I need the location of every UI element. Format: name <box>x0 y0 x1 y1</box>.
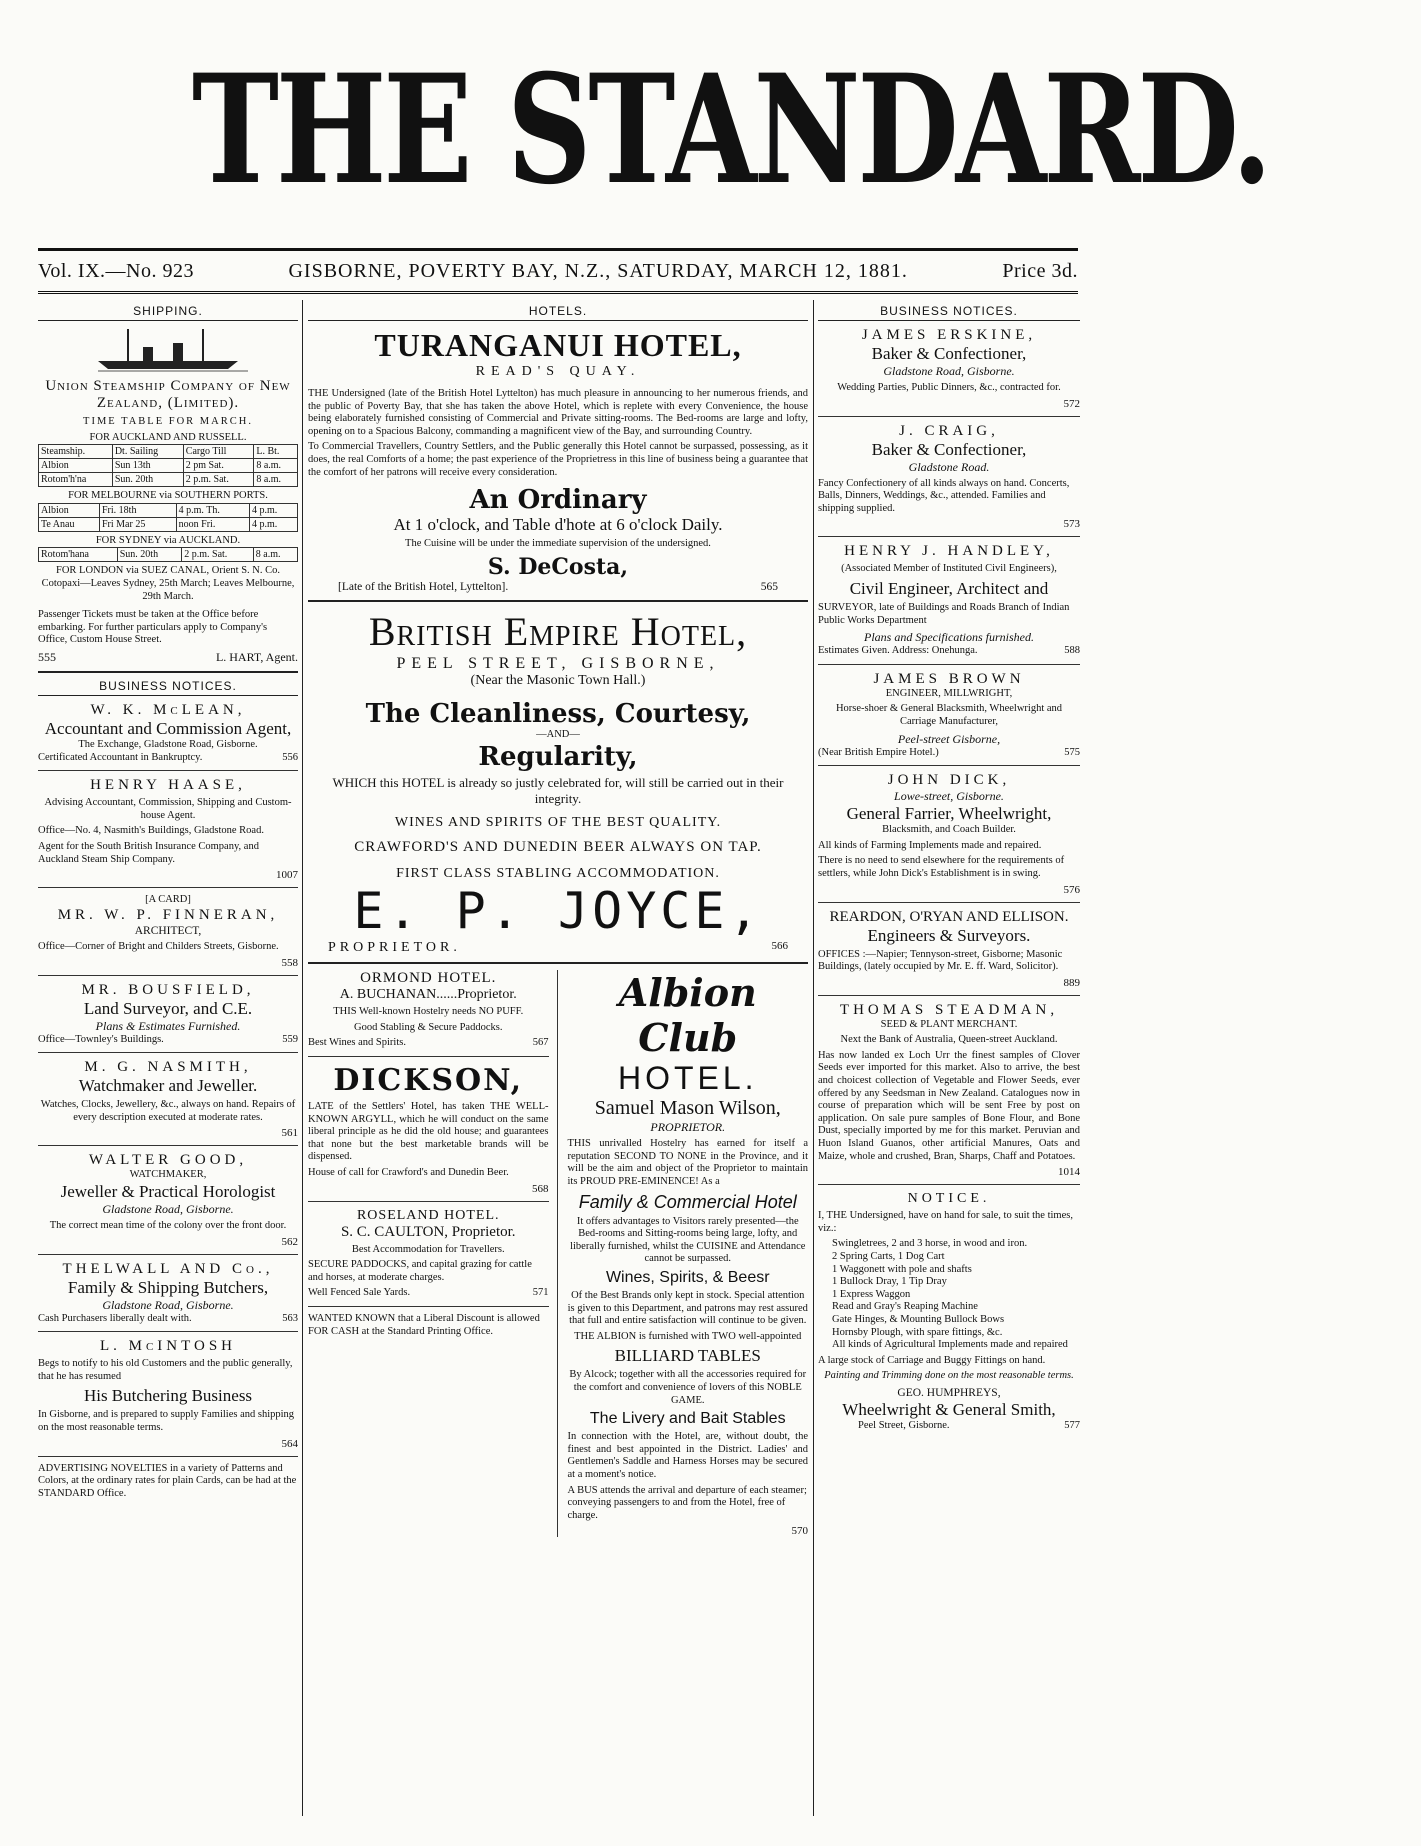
divider <box>818 1184 1080 1185</box>
roseland-foot <box>308 1287 549 1300</box>
agent-name: L. HART, Agent. <box>215 649 298 664</box>
thelwall-trade: Family & Shipping Butchers, <box>67 1277 269 1297</box>
british-empire-wines: WINES AND SPIRITS OF THE BEST QUALITY. <box>394 815 722 831</box>
mcintosh-name: L. McINTOSH <box>99 1338 237 1355</box>
cell: 4 p.m. Th. <box>176 503 249 517</box>
dateline <box>38 248 1078 294</box>
divider <box>308 1306 549 1307</box>
brown-name: JAMES BROWN <box>873 670 1025 687</box>
route-london-text: Cotopaxi—Leaves Sydney, 25th March; Leaves Melbourne, 29th March. <box>41 577 295 602</box>
agent-line <box>38 650 298 665</box>
route-auckland: FOR AUCKLAND AND RUSSELL. <box>89 431 247 443</box>
ormond-text3: Best Wines and Spirits. <box>308 1037 406 1049</box>
john-dick-name: JOHN DICK, <box>887 772 1011 789</box>
cell: 8 a.m. <box>254 473 298 487</box>
albion-text3: Of the Best Brands only kept in stock. Special attention is given to this Department, and patrons may rest assured that full and entire satisfaction will continue to be given. <box>567 1289 808 1327</box>
table-row <box>39 445 298 459</box>
handley-estimates: Estimates Given. Address: Onehunga. <box>818 645 978 657</box>
cell: Rotom'h'na <box>39 473 113 487</box>
good-trade1: WATCHMAKER, <box>129 1169 207 1181</box>
masthead-title <box>40 30 1270 230</box>
cell: Albion <box>39 459 113 473</box>
mcintosh-trade: His Butchering Business <box>83 1386 253 1406</box>
mclean-address: The Exchange, Gladstone Road, Gisborne. <box>78 738 258 750</box>
notice-name: GEO. HUMPHREYS, <box>897 1386 1001 1399</box>
ad-number: 1014 <box>1058 1166 1080 1179</box>
divider <box>38 1052 298 1053</box>
turanganui-title: TURANGANUI HOTEL, <box>374 327 742 363</box>
list-item: Hornsby Plough, with spare fittings, &c. <box>832 1326 1003 1338</box>
ad-number: 588 <box>1064 645 1080 657</box>
cell: Sun 13th <box>112 459 183 473</box>
erskine-trade: Baker & Confectioner, <box>871 344 1027 363</box>
craig-trade: Baker & Confectioner, <box>871 439 1027 459</box>
cell: 8 a.m. <box>253 548 297 562</box>
shipping-header: SHIPPING. <box>38 304 298 321</box>
handley-foot <box>818 645 1080 658</box>
british-empire-beer: CRAWFORD'S AND DUNEDIN BEER ALWAYS ON TAP. <box>354 839 762 856</box>
finneran-card: [A CARD] <box>145 894 191 906</box>
albion-prop-sub: PROPRIETOR. <box>650 1120 726 1135</box>
ad-number: 576 <box>1063 883 1080 896</box>
ordinary-title: An Ordinary <box>469 485 647 516</box>
column-shipping-business <box>38 304 298 1816</box>
erskine-name: JAMES ERSKINE, <box>861 327 1037 343</box>
reardon-name: REARDON, O'RYAN AND ELLISON. <box>829 908 1069 925</box>
list-item: 1 Waggonett with pole and shafts <box>832 1263 972 1275</box>
roseland-text: SECURE PADDOCKS, and capital grazing for cattle and horses, at moderate charges. <box>308 1259 532 1283</box>
advertising-novelties: ADVERTISING NOVELTIES in a variety of Patterns and Colors, at the ordinary rates for plain Cards, can be had at the STANDARD Office. <box>38 1462 297 1499</box>
bousfield-trade: Land Surveyor, and C.E. <box>83 998 253 1018</box>
finneran-name: MR. W. P. FINNERAN, <box>57 906 279 923</box>
cell: noon Fri. <box>176 517 249 531</box>
mclean-foot <box>38 752 298 765</box>
passenger-text: Passenger Tickets must be taken at the Office before embarking. For further particulars apply to Company's Office, Custom House Street. <box>38 609 268 646</box>
hotels-left <box>308 970 558 1537</box>
route-melbourne: FOR MELBOURNE via SOUTHERN PORTS. <box>68 490 268 502</box>
wanted-known: WANTED KNOWN that a Liberal Discount is allowed FOR CASH at the Standard Printing Office. <box>308 1312 540 1337</box>
divider <box>38 1456 298 1457</box>
craig-text: Fancy Confectionery of all kinds always on hand. Concerts, Balls, Dinners, Weddings, &c., attended. Families and shipping supplied. <box>818 477 1070 514</box>
turanganui-p2: To Commercial Travellers, Country Settlers, and the Public generally this Hotel cannot be surpassed, possessing, as it does, the real Comforts of a home; the past experience of the Proprietress in this line of business being a guarantee that the comfort of her patrons will receive every consideration. <box>308 441 808 478</box>
brown-foot <box>818 747 1080 760</box>
timetable-sydney <box>38 547 298 562</box>
finneran-trade: ARCHITECT, <box>134 924 202 937</box>
divider <box>308 962 808 964</box>
haase-name: HENRY HAASE, <box>90 777 246 794</box>
list-item: Swingletrees, 2 and 3 horse, in wood and iron. <box>832 1238 1028 1250</box>
albion-hotel: HOTEL. <box>617 1060 758 1097</box>
british-empire-title: British Empire Hotel, <box>368 609 748 655</box>
divider <box>818 995 1080 996</box>
mclean-foot-text: Certificated Accountant in Bankruptcy. <box>38 751 203 763</box>
mclean-trade: Accountant and Commission Agent, <box>44 718 292 738</box>
british-empire-text: WHICH this HOTEL is already so justly celebrated for, will still be carried out in their integrity. <box>332 774 784 806</box>
good-address: Gladstone Road, Gisborne. <box>102 1202 234 1217</box>
divider <box>38 770 298 771</box>
albion-billiard: BILLIARD TABLES <box>614 1346 761 1366</box>
bousfield-office-text: Office—Townley's Buildings. <box>38 1033 164 1045</box>
steadman-text: Has now landed ex Loch Urr the finest samples of Clover Seeds ever imported for this market. Also to arrive, the best and choicest collection of Vegetable and Flower Seeds, ever offered by any Seedsman in New Zealand. Catalogues now in course of preparation which will be sent Free by post on application. On sale pure samples of Bone Flour, and Bone Dust, specially imported by me for this market. Peruvian and Huon Island Guanos, other artificial Manures, Oats and Maize, whole and crushed, Bran, Sharps, Chaff and Potatoes. <box>818 1049 1080 1162</box>
cuisine-text: The Cuisine will be under the immediate supervision of the undersigned. <box>405 538 711 550</box>
ad-number: 565 <box>760 580 778 593</box>
ad-number: 572 <box>1063 397 1080 410</box>
divider <box>38 887 298 888</box>
notice-address: Peel Street, Gisborne. <box>858 1420 950 1432</box>
nasmith-name: M. G. NASMITH, <box>84 1059 252 1076</box>
steadman-next: Next the Bank of Australia, Queen-street Auckland. <box>840 1034 1058 1046</box>
divider <box>308 600 808 602</box>
divider <box>38 975 298 976</box>
cell: Te Anau <box>39 517 100 531</box>
roseland-yards: Well Fenced Sale Yards. <box>308 1287 411 1299</box>
thelwall-address: Gladstone Road, Gisborne. <box>102 1297 234 1312</box>
cell: L. Bt. <box>254 445 298 459</box>
reardon-trade: Engineers & Surveyors. <box>867 925 1031 945</box>
albion-text1: THIS unrivalled Hostelry has earned for itself a reputation SECOND TO NONE in the Province, and it will be the aim and object of the Proprietor to maintain its PROUD PRE-EMINENCE! As a <box>567 1138 808 1187</box>
ordinary-text: At 1 o'clock, and Table d'hote at 6 o'clock Daily. <box>393 515 723 535</box>
divider <box>818 416 1080 417</box>
steadman-name: THOMAS STEADMAN, <box>839 1001 1059 1018</box>
divider <box>818 765 1080 766</box>
john-dick-text1: All kinds of Farming Implements made and repaired. <box>818 839 1042 851</box>
timetable-auckland <box>38 444 298 487</box>
john-dick-address: Lowe-street, Gisborne. <box>894 789 1004 804</box>
ad-number: 558 <box>281 956 298 969</box>
column-business-notices <box>818 304 1080 1816</box>
cell: Steamship. <box>39 445 113 459</box>
british-empire-street: PEEL STREET, GISBORNE, <box>396 655 720 673</box>
albion-text5: By Alcock; together with all the accessories required for the comfort and convenience of lovers of this NOBLE GAME. <box>569 1369 807 1406</box>
decosta-late <box>308 580 808 594</box>
reardon-text: OFFICES :—Napier; Tennyson-street, Gisborne; Masonic Buildings, (lately occupied by Mr. E. ff. Ward, Solicitor). <box>818 948 1063 973</box>
cell: Sun. 20th <box>117 548 182 562</box>
good-name: WALTER GOOD, <box>88 1152 248 1169</box>
ad-number: 889 <box>1063 976 1080 989</box>
ad-number: 1007 <box>276 869 298 882</box>
ad-number: 566 <box>771 940 788 953</box>
cell: Albion <box>39 503 100 517</box>
good-text: The correct mean time of the colony over the front door. <box>49 1220 287 1232</box>
albion-text4: THE ALBION is furnished with TWO well-appointed <box>574 1330 802 1342</box>
list-item: Gate Hinges, & Mounting Bullock Bows <box>832 1313 1005 1325</box>
british-empire-prop: PROPRIETOR. <box>328 940 461 956</box>
brown-text: Horse-shoer & General Blacksmith, Wheelwright and Carriage Manufacturer, <box>835 703 1063 727</box>
british-empire-and: —AND— <box>536 729 580 741</box>
craig-address: Gladstone Road. <box>908 459 990 474</box>
business-header-right: BUSINESS NOTICES. <box>818 304 1080 321</box>
ormond-foot <box>308 1037 549 1050</box>
route-sydney: FOR SYDNEY via AUCKLAND. <box>95 534 241 546</box>
british-empire-motto2: Regularity, <box>478 741 638 772</box>
route-london: FOR LONDON via SUEZ CANAL, Orient S. N. Co. <box>56 565 280 577</box>
ad-number: 573 <box>1063 518 1080 531</box>
cell: Sun. 20th <box>112 473 183 487</box>
column-hotels <box>308 304 808 1816</box>
brown-trade: ENGINEER, MILLWRIGHT, <box>885 687 1013 699</box>
roseland-title: ROSELAND HOTEL. <box>356 1207 500 1223</box>
dickson-house: House of call for Crawford's and Dunedin Beer. <box>308 1166 509 1178</box>
albion-wines: Wines, Spirits, & Beesr <box>605 1268 770 1286</box>
thelwall-name: THELWALL AND Co., <box>62 1260 274 1277</box>
usc-title: Union Steamship Company of New Zealand, (Limited). <box>45 378 291 411</box>
list-item: 1 Express Waggon <box>832 1288 911 1300</box>
british-empire-joyce: E. P. JOYCE, <box>353 882 763 941</box>
thelwall-foot <box>38 1313 298 1326</box>
british-empire-near: (Near the Masonic Town Hall.) <box>470 673 646 689</box>
ad-number: 556 <box>282 751 298 763</box>
handley-text: SURVEYOR, late of Buildings and Roads Branch of Indian Public Works Department <box>818 601 1070 626</box>
mclean-name: W. K. McLEAN, <box>90 701 246 718</box>
cell: Rotom'hana <box>39 548 118 562</box>
cell: Fri Mar 25 <box>100 517 177 531</box>
cell: Dt. Sailing <box>112 445 183 459</box>
price: Price 3d. <box>1002 259 1078 282</box>
haase-desc: Advising Accountant, Commission, Shipping and Custom-house Agent. <box>44 797 292 821</box>
brown-address: Peel-street Gisborne, <box>897 731 1001 746</box>
bousfield-plans: Plans & Estimates Furnished. <box>95 1018 241 1033</box>
table-row <box>39 517 298 531</box>
list-item: All kinds of Agricultural Implements made and repaired <box>832 1339 1068 1351</box>
volume-number: Vol. IX.—No. 923 <box>38 259 194 282</box>
cell: 2 p.m. Sat. <box>182 548 254 562</box>
notice-paint: Painting and Trimming done on the most reasonable terms. <box>824 1370 1074 1382</box>
divider <box>818 902 1080 903</box>
cell: 2 p.m. Sat. <box>183 473 254 487</box>
business-header-left: BUSINESS NOTICES. <box>38 679 298 696</box>
ad-number: 568 <box>532 1182 549 1195</box>
list-item: 1 Bullock Dray, 1 Tip Dray <box>832 1276 947 1288</box>
ormond-text2: Good Stabling & Secure Paddocks. <box>354 1021 503 1033</box>
list-item: Read and Gray's Reaping Machine <box>832 1301 978 1313</box>
albion-text7: A BUS attends the arrival and departure of each steamer; conveying passengers to and from the Hotel, free of charge. <box>567 1484 807 1521</box>
timetable-heading: TIME TABLE FOR MARCH. <box>83 416 253 427</box>
column-rule-2 <box>813 300 814 1816</box>
turanganui-sub: READ'S QUAY. <box>475 364 641 379</box>
ad-number: 577 <box>1064 1420 1080 1432</box>
haase-office: Office—No. 4, Nasmith's Buildings, Gladstone Road. <box>38 825 264 837</box>
handley-assoc: (Associated Member of Instituted Civil Engineers), <box>841 563 1057 575</box>
mcintosh-text1: Begs to notify to his old Customers and the public generally, that he has resumed <box>38 1358 293 1382</box>
notice-foot <box>818 1420 1080 1433</box>
table-row <box>39 473 298 487</box>
erskine-address: Gladstone Road, Gisborne. <box>883 364 1015 378</box>
divider <box>308 1056 549 1057</box>
turanganui-p1: THE Undersigned (late of the British Hotel Lyttelton) has much pleasure in announcing to her numerous friends, and the public of Poverty Bay, that she has taken the above Hotel, which is replete with every Convenience, the house being elaborately furnished consisting of Commercial and Private sitting-rooms. The Bed-rooms are large and lofty, opening on to a Spacious Balcony, commanding a magnificent view of the Bay, and surrounding Country. <box>308 388 808 437</box>
agent-number: 555 <box>38 649 56 664</box>
ormond-text1: THIS Well-known Hostelry needs NO PUFF. <box>333 1006 524 1018</box>
ad-number: 575 <box>1064 746 1080 758</box>
thelwall-text: Cash Purchasers liberally dealt with. <box>38 1312 192 1324</box>
erskine-text: Wedding Parties, Public Dinners, &c., contracted for. <box>837 382 1061 393</box>
cell: 4 p.m. <box>249 503 297 517</box>
hotels-right <box>568 970 809 1537</box>
handley-plans: Plans and Specifications furnished. <box>864 630 1034 645</box>
notice-stock: A large stock of Carriage and Buggy Fittings on hand. <box>818 1354 1046 1366</box>
john-dick-trade: General Farrier, Wheelwright, <box>846 804 1052 824</box>
dickson-text: LATE of the Settlers' Hotel, has taken THE WELL-KNOWN ARGYLL, which he will conduct on the same liberal principle as he did the old house; and guarantees that none but the best marketable brands will be dispensed. <box>308 1101 549 1163</box>
british-empire-motto1: The Cleanliness, Courtesy, <box>365 699 751 730</box>
table-row <box>39 503 298 517</box>
hotels-two-column <box>308 970 808 1537</box>
notice-intro: I, THE Undersigned, have on hand for sale, to suit the times, viz.: <box>818 1210 1073 1234</box>
notice-trade: Wheelwright & General Smith, <box>842 1400 1056 1420</box>
ad-number: 567 <box>532 1037 549 1049</box>
craig-name: J. CRAIG, <box>899 422 999 439</box>
dickson-title: DICKSON, <box>333 1063 524 1098</box>
ad-number: 571 <box>532 1287 549 1299</box>
nasmith-text: Watches, Clocks, Jewellery, &c., always on hand. Repairs of every description executed at moderate rates. <box>40 1099 296 1123</box>
ad-number: 562 <box>281 1235 298 1248</box>
john-dick-text2: There is no need to send elsewhere for the requirements of settlers, while John Dick's Establishment is in swing. <box>818 855 1065 879</box>
hotels-header: HOTELS. <box>308 304 808 321</box>
british-empire-stabling: FIRST CLASS STABLING ACCOMMODATION. <box>396 866 720 882</box>
ormond-title: ORMOND HOTEL. <box>360 970 497 987</box>
ad-number: 561 <box>281 1127 298 1140</box>
divider <box>818 536 1080 537</box>
decosta-name: S. DeCosta, <box>487 553 629 580</box>
list-item: 2 Spring Carts, 1 Dog Cart <box>832 1251 945 1262</box>
divider <box>38 1254 298 1255</box>
cell: 8 a.m. <box>254 459 298 473</box>
decosta-late-text: [Late of the British Hotel, Lyttelton]. <box>338 580 509 593</box>
cell: Fri. 18th <box>100 503 177 517</box>
albion-family: Family & Commercial Hotel <box>578 1191 797 1212</box>
bousfield-name: MR. BOUSFIELD, <box>81 981 255 998</box>
ad-number: 559 <box>282 1033 298 1045</box>
steamship-icon <box>38 327 298 373</box>
divider <box>308 1201 549 1202</box>
cell: Cargo Till <box>183 445 254 459</box>
notice-list <box>818 1238 1080 1351</box>
table-row <box>39 548 298 562</box>
divider <box>818 664 1080 665</box>
albion-livery: The Livery and Bait Stables <box>589 1410 786 1428</box>
steadman-trade: SEED & PLANT MERCHANT. <box>880 1018 1018 1030</box>
handley-name: HENRY J. HANDLEY, <box>844 543 1054 560</box>
divider <box>38 1145 298 1146</box>
ad-number: 570 <box>791 1525 808 1538</box>
divider <box>38 671 298 673</box>
albion-title: Albion Club <box>618 970 757 1061</box>
cell: 2 pm Sat. <box>183 459 254 473</box>
british-empire-prop-line <box>308 940 808 956</box>
notice-title: NOTICE. <box>907 1191 991 1207</box>
place-date: GISBORNE, POVERTY BAY, N.Z., SATURDAY, MARCH 12, 1881. <box>288 259 908 282</box>
ad-number: 563 <box>282 1312 298 1324</box>
cell: 4 p.m. <box>249 517 297 531</box>
good-trade2: Jeweller & Practical Horologist <box>60 1182 276 1202</box>
finneran-address: Office—Corner of Bright and Childers Streets, Gisborne. <box>38 941 279 953</box>
ormond-prop: A. BUCHANAN......Proprietor. <box>339 987 517 1003</box>
ad-number: 564 <box>281 1437 298 1450</box>
bousfield-office <box>38 1034 298 1047</box>
haase-foot: Agent for the South British Insurance Company, and Auckland Steam Ship Company. <box>38 840 259 865</box>
brown-near: (Near British Empire Hotel.) <box>818 746 939 758</box>
masthead-text: THE STANDARD. <box>191 42 1270 218</box>
nasmith-trade: Watchmaker and Jeweller. <box>78 1076 258 1096</box>
roseland-prop: S. C. CAULTON, Proprietor. <box>340 1223 516 1240</box>
albion-prop: Samuel Mason Wilson, <box>594 1097 781 1120</box>
roseland-accom: Best Accommodation for Travellers. <box>351 1243 505 1255</box>
albion-text6: In connection with the Hotel, are, without doubt, the finest and best appointed in the District. Ladies' and Gentlemen's Saddle and Harness Horses may be secured at a moment's notice. <box>567 1431 808 1480</box>
john-dick-sub: Blacksmith, and Coach Builder. <box>882 824 1016 836</box>
handley-trade: Civil Engineer, Architect and <box>849 578 1049 598</box>
divider <box>38 1331 298 1332</box>
timetable-melbourne <box>38 503 298 532</box>
table-row <box>39 459 298 473</box>
albion-text2: It offers advantages to Visitors rarely presented—the Bed-rooms and Sitting-rooms being large, lofty, and liberally furnished, whilst the CUISINE and Attendance cannot be surpassed. <box>570 1215 806 1265</box>
mcintosh-text2: In Gisborne, and is prepared to supply Families and shipping on the most reasonable terms. <box>38 1409 295 1433</box>
column-rule-1 <box>302 300 303 1816</box>
